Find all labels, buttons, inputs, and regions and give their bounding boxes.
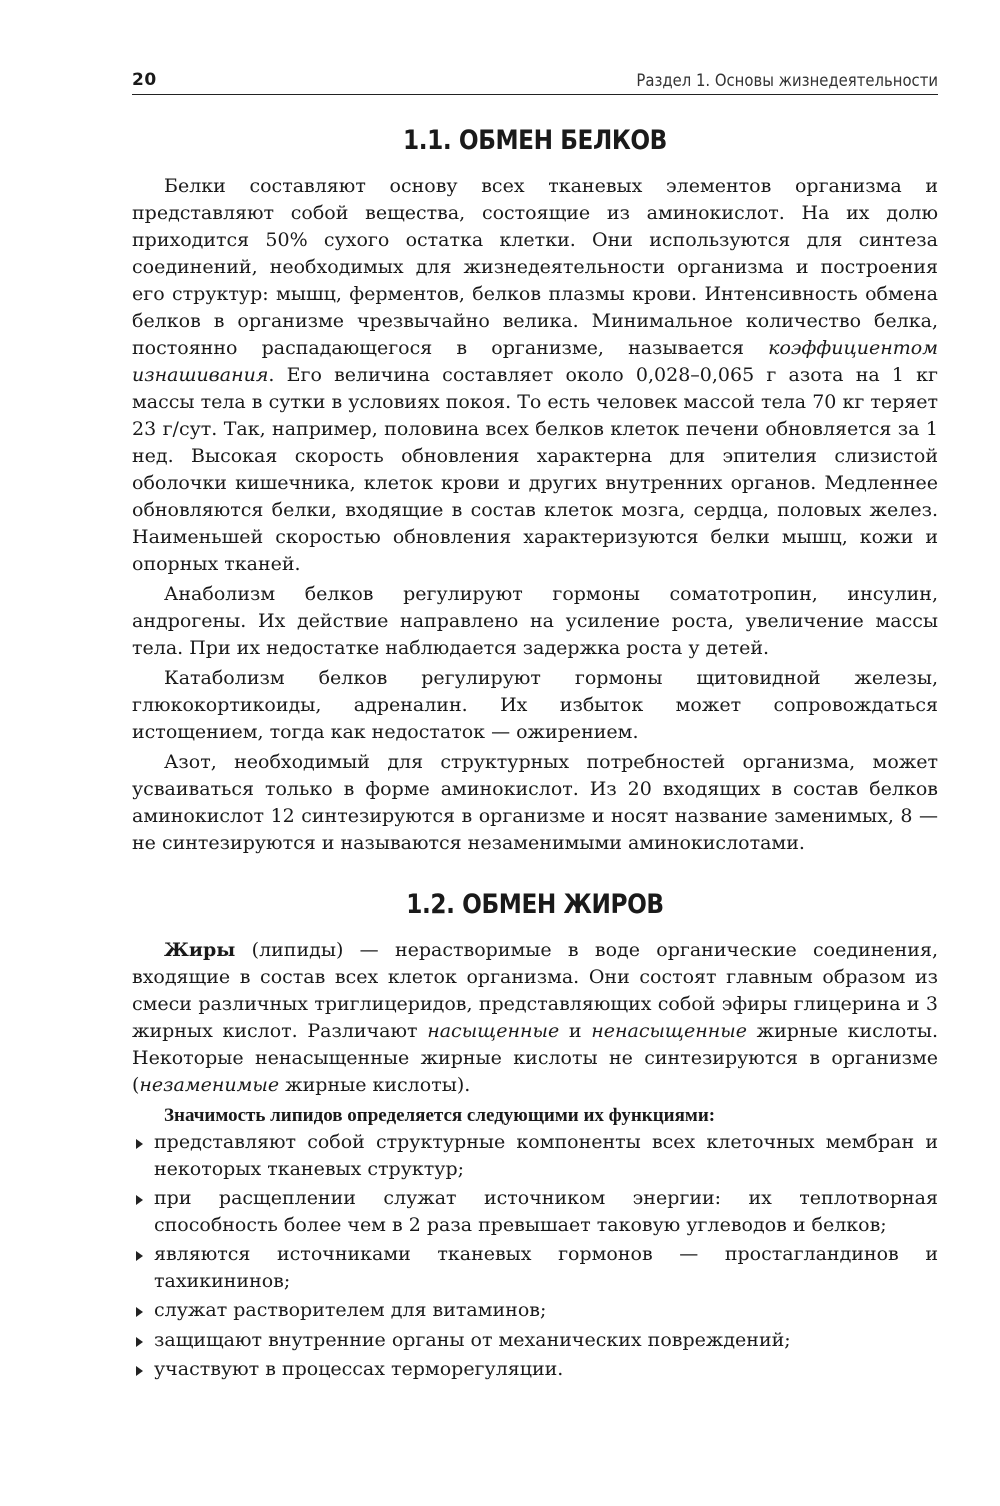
list-item [132, 1356, 938, 1383]
triangle-bullet-icon [136, 1139, 143, 1149]
text-run: . Его величина составляет около 0,028–0,065 г азота на 1 кг массы тела в сутки в условиях покоя. То есть человек массой тела 70 кг теряет 23 г/сут. Так, например, половина всех белков клеток печени обновляется за 1 нед. Высокая скорость обновления характерна для эпителия слизистой оболочки кишечника, клеток крови и других внутренних органов. Медленнее обновляются белки, входящие в состав клеток мозга, сердца, половых желез. Наименьшей скоростью обновления характеризуются белки мышц, кожи и опорных тканей. [132, 364, 938, 575]
text-run: (липиды) — нерастворимые в воде органические соединения, входящие в состав всех клеток организма. Они состоят главным образом из смеси различных триглицеридов, представляющих собой эфиры глицерина и 3 жирных кислот. Различают [132, 939, 938, 1042]
list-item [132, 1241, 938, 1294]
list-item [132, 1185, 938, 1238]
paragraph-protein-anabolism: Анаболизм белков регулируют гормоны соматотропин, инсулин, андрогены. Их действие направлено на усиление роста, увеличение массы тела. При их недостатке наблюдается задержка роста у детей. [132, 583, 938, 659]
triangle-bullet-icon [136, 1366, 143, 1376]
paragraph-proteins-overview [132, 173, 938, 578]
term-wear-coefficient: коэффициентом изнашивания [132, 337, 938, 386]
list-item-text: участвуют в процессах терморегуляции. [154, 1358, 564, 1380]
triangle-bullet-icon [136, 1307, 143, 1317]
paragraph-fats-overview [132, 937, 938, 1099]
term-fats: Жиры [164, 939, 236, 961]
text-run: жирные кислоты. Некоторые ненасыщенные жирные кислоты не синтезируются в организме ( [132, 1020, 938, 1096]
section-title-fat-metabolism: 1.2. ОБМЕН ЖИРОВ [406, 889, 664, 920]
text-run: Белки составляют основу всех тканевых элементов организма и представляют собой вещества, состоящие из аминокислот. На их долю приходится 50% сухого остатка клетки. Они используются для синтеза соединений, необходимых для жизнедеятельности организма и построения его структур: мышц, ферментов, белков плазмы крови. Интенсивность обмена белков в организме чрезвычайно велика. Минимальное количество белка, постоянно распадающегося в организме, называется [132, 175, 938, 359]
paragraph-nitrogen-amino-acids: Азот, необходимый для структурных потребностей организма, может усваиваться только в форме аминокислот. Из 20 входящих в состав белков аминокислот 12 синтезируются в организме и носят название заменимых, 8 — не синтезируются и называются незаменимыми аминокислотами. [132, 751, 938, 854]
list-item [132, 1297, 938, 1324]
term-unsaturated: ненасыщенные [591, 1020, 747, 1042]
paragraph-protein-catabolism: Катаболизм белков регулируют гормоны щитовидной железы, глюкокортикоиды, адреналин. Их избыток может сопровождаться истощением, тогда как недостаток — ожирением. [132, 667, 938, 743]
page-number: 20 [132, 70, 157, 90]
term-essential: незаменимые [139, 1074, 280, 1096]
term-saturated: насыщенные [427, 1020, 560, 1042]
text-run: жирные кислоты). [279, 1074, 471, 1096]
lipid-functions-list [132, 1129, 938, 1383]
list-item-text: служат растворителем для витаминов; [154, 1299, 547, 1321]
list-item-text: являются источниками тканевых гормонов — простагландинов и тахикининов; [154, 1243, 938, 1292]
section-title-protein-metabolism: 1.1. ОБМЕН БЕЛКОВ [403, 125, 667, 156]
triangle-bullet-icon [136, 1337, 143, 1347]
triangle-bullet-icon [136, 1251, 143, 1261]
lipid-functions-heading: Значимость липидов определяется следующими их функциями: [164, 1105, 716, 1126]
running-section-label: Раздел 1. Основы жизнедеятельности [636, 71, 938, 90]
list-item-text: защищают внутренние органы от механических повреждений; [154, 1328, 791, 1351]
running-header [132, 70, 938, 95]
list-item [132, 1129, 938, 1182]
list-item-text: представляют собой структурные компоненты всех клеточных мембран и некоторых тканевых структур; [154, 1131, 938, 1180]
triangle-bullet-icon [136, 1195, 143, 1205]
book-page [132, 70, 938, 1383]
list-item [132, 1327, 938, 1354]
text-run: и [559, 1020, 592, 1042]
list-item-text: при расщеплении служат источником энергии: их теплотворная способность более чем в 2 раза превышает таковую углеводов и белков; [154, 1187, 938, 1236]
